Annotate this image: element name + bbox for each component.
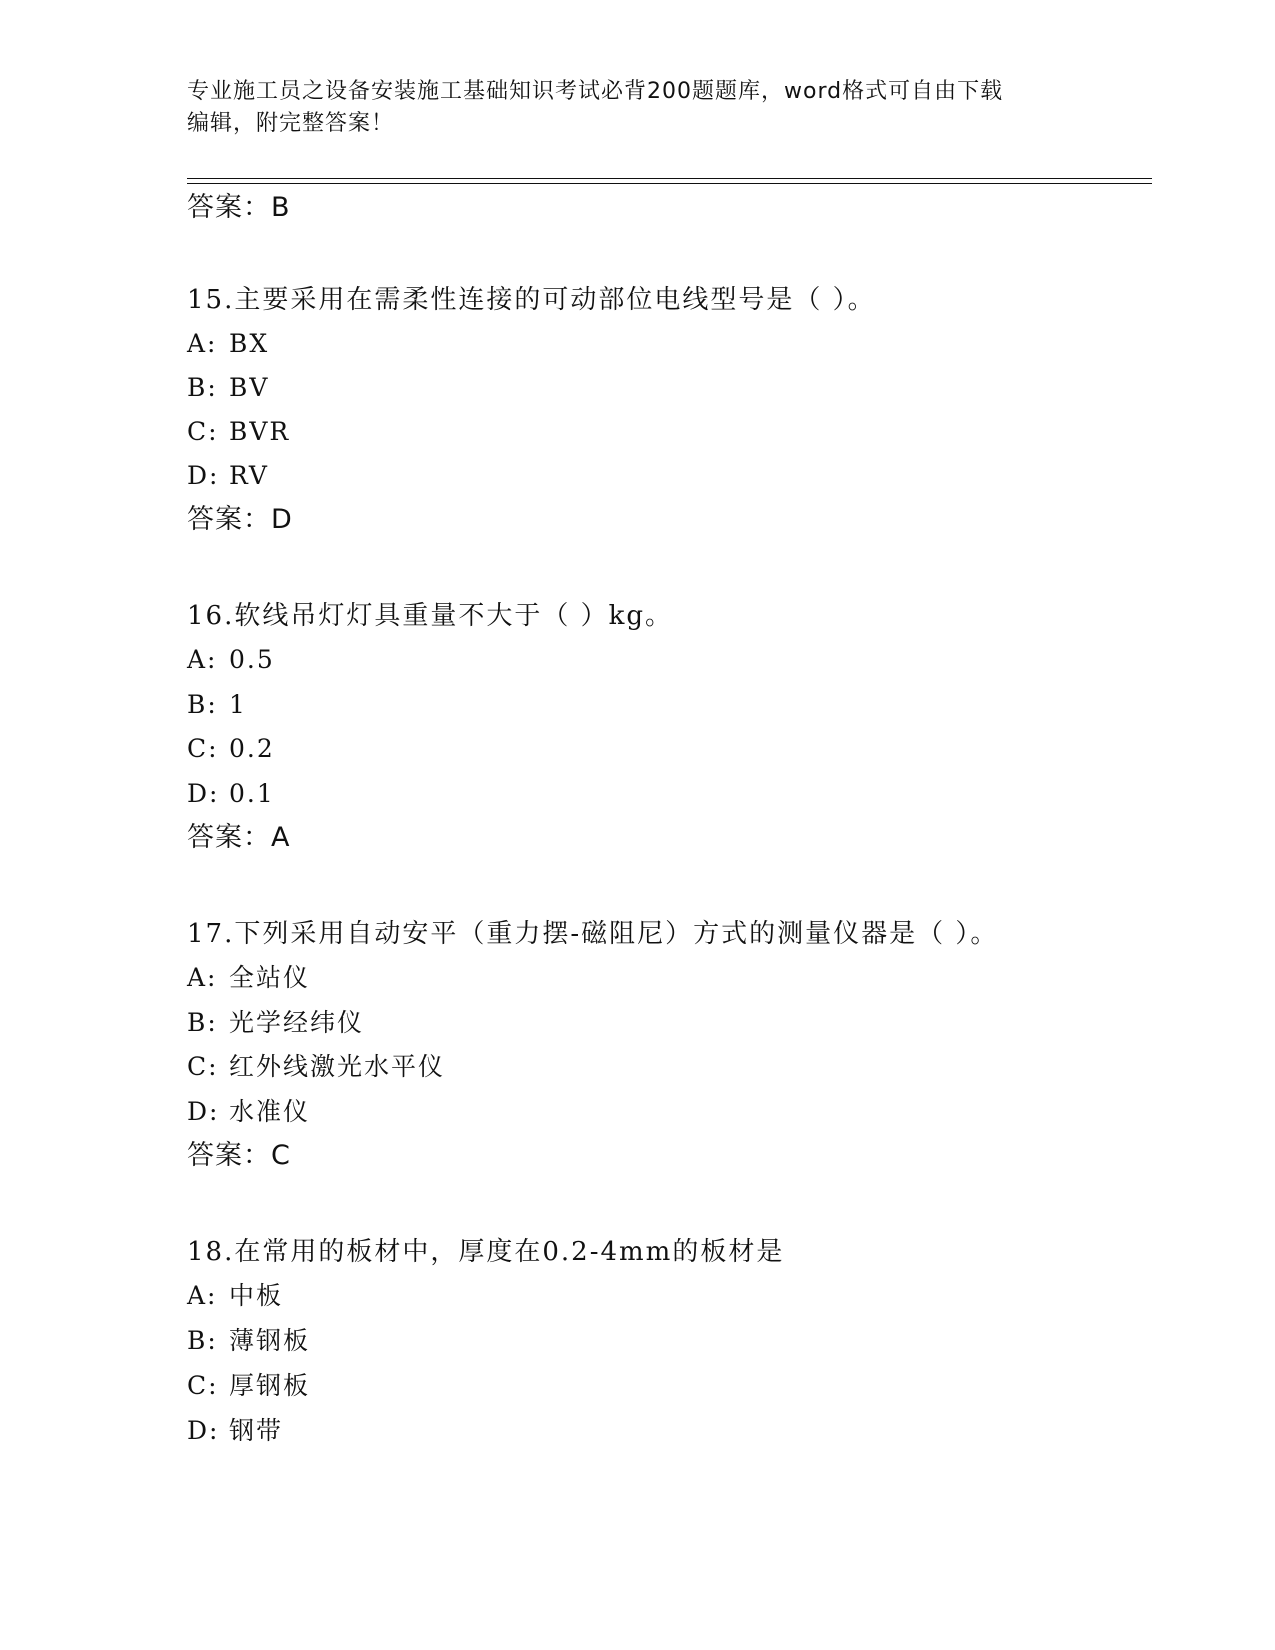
header-line-2: 编辑，附完整答案！ bbox=[187, 111, 395, 136]
option-text: 全站仪 bbox=[229, 963, 311, 992]
option-label: A: bbox=[187, 329, 218, 358]
header-line-1: 专业施工员之设备安装施工基础知识考试必背200题题库，word格式可自由下载 bbox=[187, 79, 1004, 104]
option-text: 钢带 bbox=[229, 1416, 284, 1445]
question-18-stem: 18.在常用的板材中，厚度在0.2-4mm的板材是 bbox=[187, 1237, 785, 1267]
question-17-option-c bbox=[187, 1051, 445, 1083]
option-label: D: bbox=[187, 1416, 220, 1445]
option-label: B: bbox=[187, 1326, 218, 1355]
header-divider-top bbox=[187, 178, 1152, 179]
option-text: 水准仪 bbox=[229, 1097, 311, 1126]
question-16-stem: 16.软线吊灯灯具重量不大于（ ）kg。 bbox=[187, 601, 674, 631]
option-label: D: bbox=[187, 461, 220, 490]
question-15-option-d bbox=[187, 460, 269, 492]
option-text: 光学经纬仪 bbox=[229, 1008, 365, 1037]
question-15-option-a bbox=[187, 328, 269, 360]
option-label: A: bbox=[187, 963, 218, 992]
option-label: A: bbox=[187, 1281, 218, 1310]
option-label: D: bbox=[187, 1097, 220, 1126]
option-text: 0.1 bbox=[229, 779, 275, 808]
question-16-option-c bbox=[187, 733, 275, 765]
option-label: C: bbox=[187, 734, 219, 763]
question-16-option-d bbox=[187, 778, 275, 810]
option-text: 中板 bbox=[229, 1281, 284, 1310]
option-label: B: bbox=[187, 1008, 218, 1037]
answer-q16: 答案：A bbox=[187, 822, 291, 853]
question-18-option-b bbox=[187, 1325, 310, 1357]
option-text: 红外线激光水平仪 bbox=[229, 1052, 446, 1081]
question-17-option-d bbox=[187, 1096, 310, 1128]
question-16-option-a bbox=[187, 644, 275, 676]
option-label: B: bbox=[187, 690, 218, 719]
question-17-stem: 17.下列采用自动安平（重力摆-磁阻尼）方式的测量仪器是（ ）。 bbox=[187, 919, 999, 949]
option-label: C: bbox=[187, 1371, 219, 1400]
question-15-option-c bbox=[187, 416, 290, 448]
question-17-option-a bbox=[187, 962, 310, 994]
option-label: C: bbox=[187, 1052, 219, 1081]
option-text: 0.2 bbox=[229, 734, 275, 763]
question-18-option-a bbox=[187, 1280, 283, 1312]
option-text: BV bbox=[229, 373, 270, 402]
option-text: 0.5 bbox=[229, 645, 275, 674]
question-15-option-b bbox=[187, 372, 269, 404]
header-divider-bottom bbox=[187, 183, 1152, 184]
answer-q15: 答案：D bbox=[187, 504, 293, 535]
question-18-option-d bbox=[187, 1415, 283, 1447]
option-label: D: bbox=[187, 779, 220, 808]
question-18-option-c bbox=[187, 1370, 310, 1402]
option-text: RV bbox=[229, 461, 269, 490]
option-text: 厚钢板 bbox=[229, 1371, 311, 1400]
option-label: C: bbox=[187, 417, 219, 446]
option-text: 1 bbox=[229, 690, 247, 719]
answer-q17: 答案：C bbox=[187, 1140, 291, 1171]
question-15-stem: 15.主要采用在需柔性连接的可动部位电线型号是（ ）。 bbox=[187, 285, 876, 315]
document-header bbox=[187, 76, 1067, 140]
option-label: B: bbox=[187, 373, 218, 402]
question-17-option-b bbox=[187, 1007, 364, 1039]
option-text: BX bbox=[229, 329, 270, 358]
answer-q14: 答案：B bbox=[187, 192, 291, 223]
option-text: BVR bbox=[229, 417, 291, 446]
option-label: A: bbox=[187, 645, 218, 674]
question-16-option-b bbox=[187, 689, 247, 721]
option-text: 薄钢板 bbox=[229, 1326, 311, 1355]
